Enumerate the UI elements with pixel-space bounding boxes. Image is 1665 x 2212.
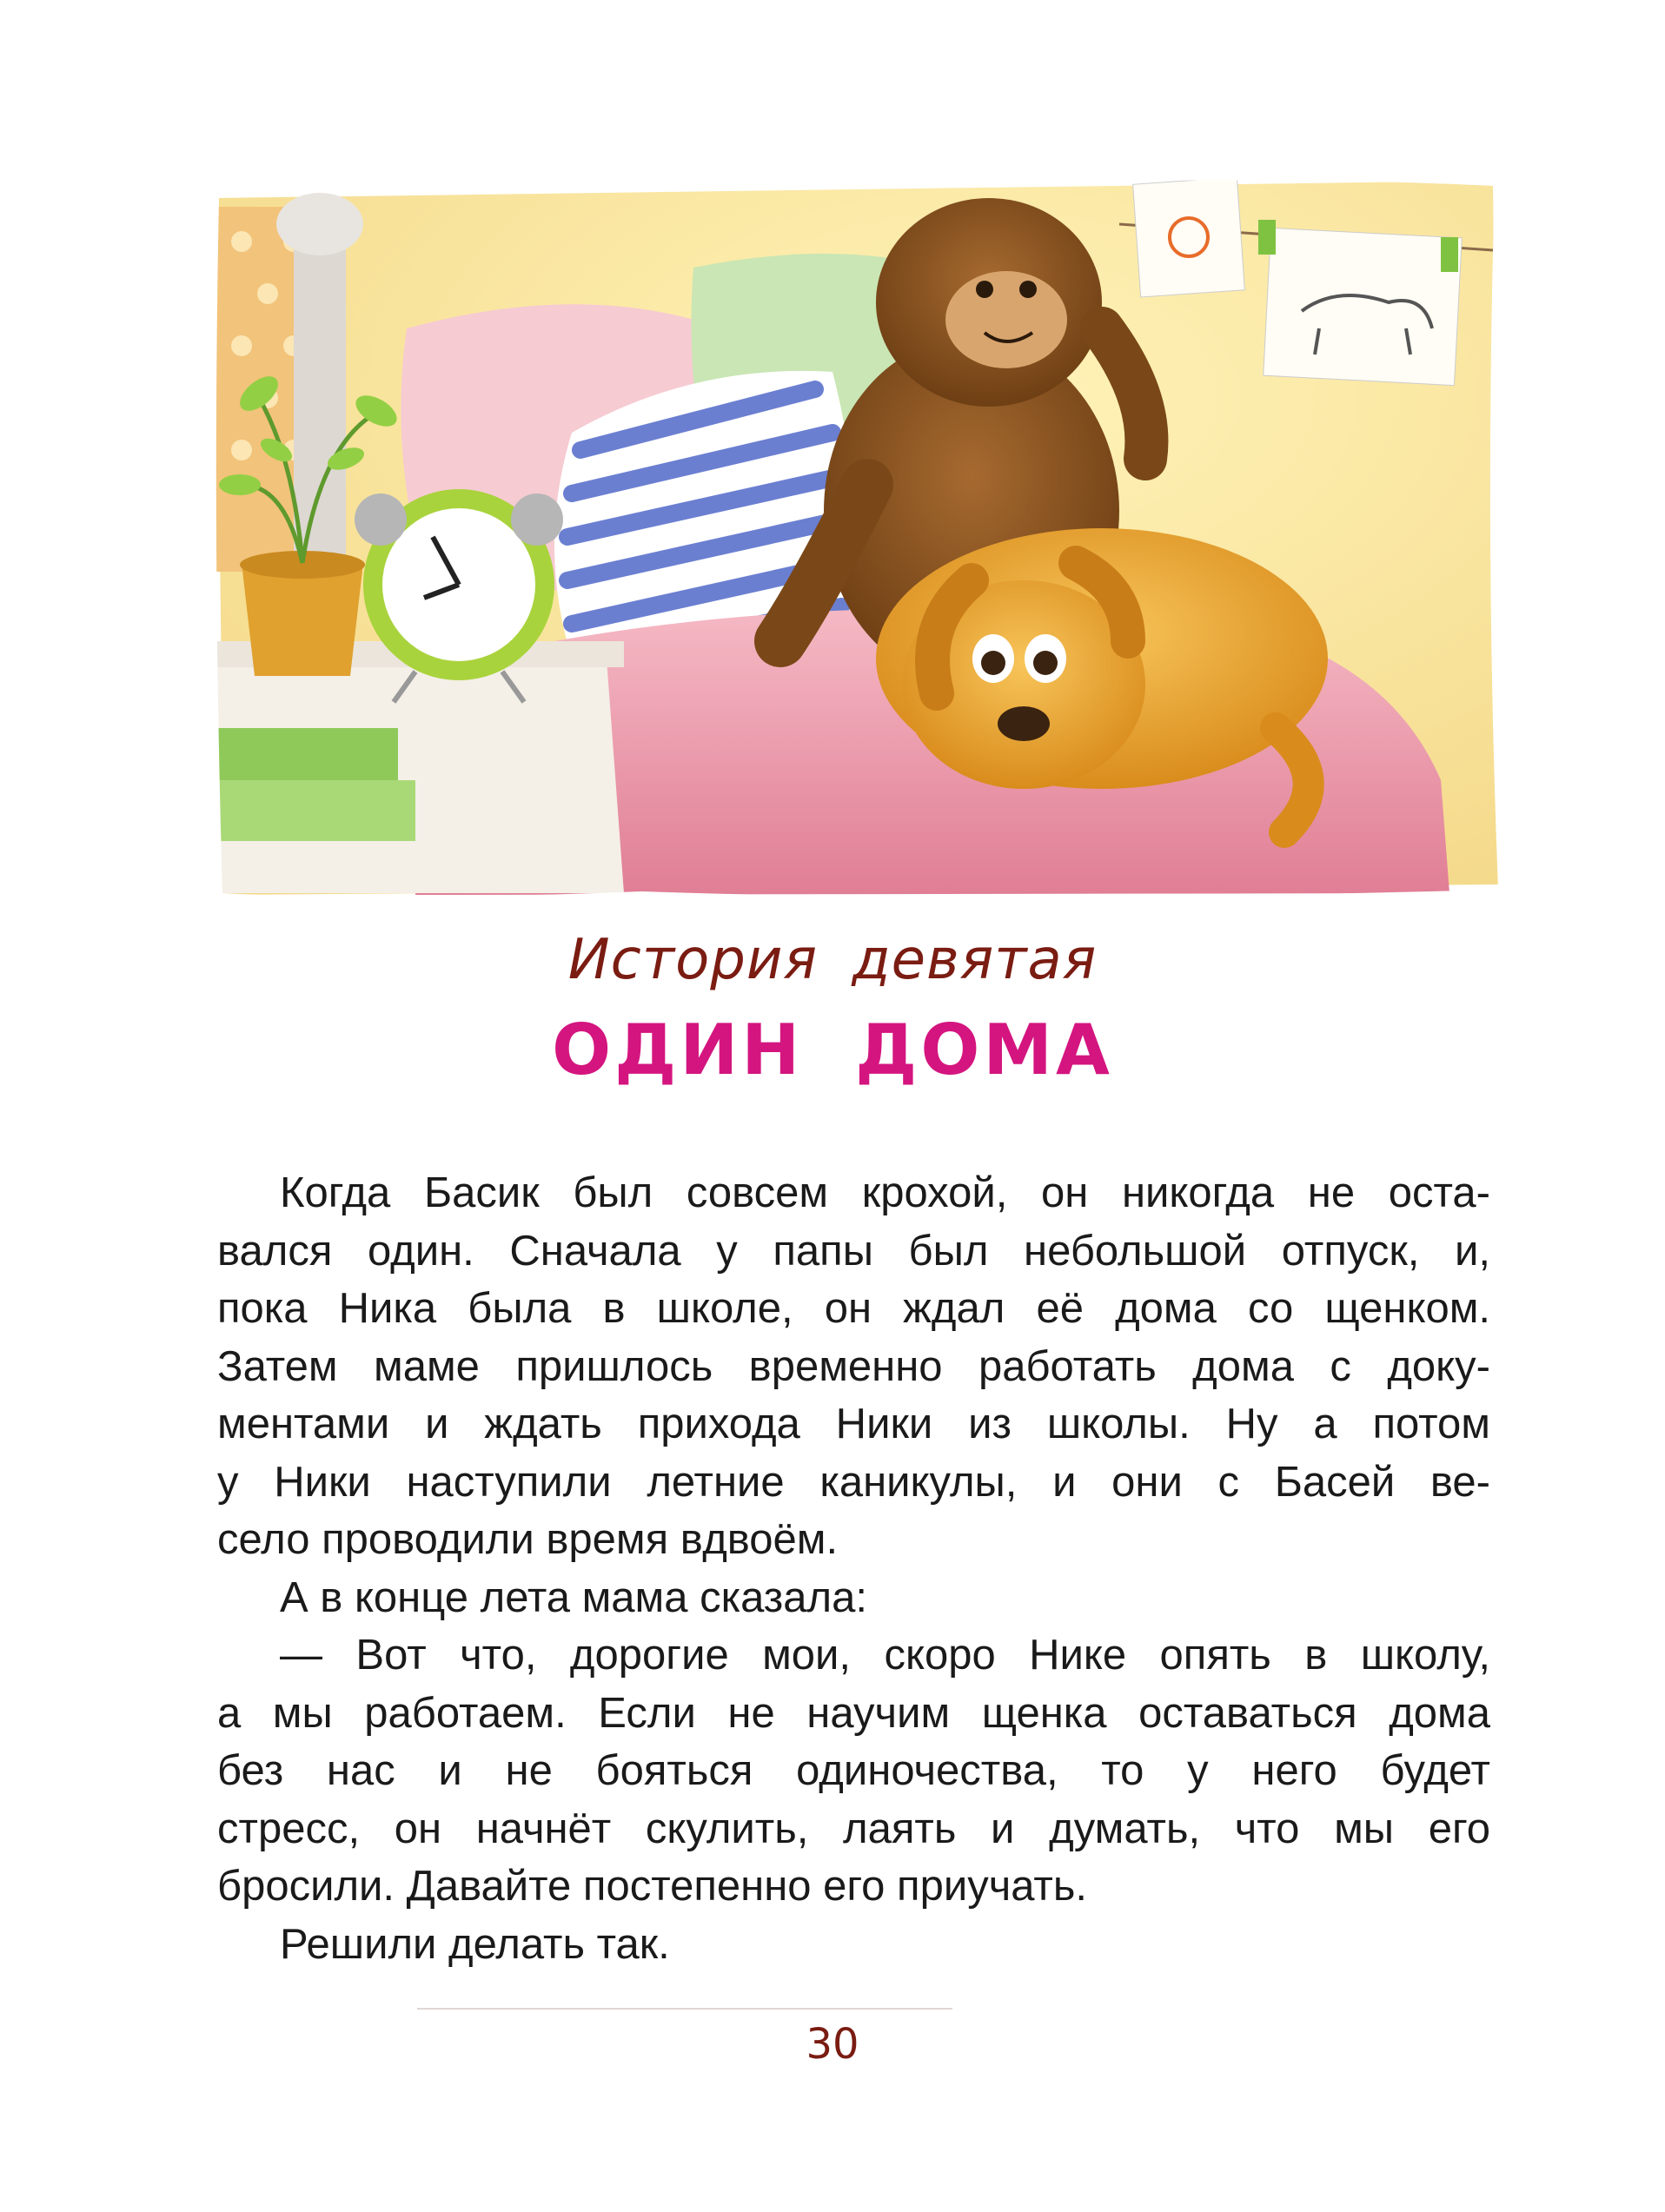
text-line: Решили делать так. bbox=[280, 1920, 670, 1968]
text-line: ментами и ждать прихода Ники из школы. Ну а потом bbox=[217, 1401, 1490, 1447]
text-line: Затем маме пришлось временно работать дома с доку- bbox=[217, 1342, 1490, 1390]
drawing-dog bbox=[1264, 228, 1463, 385]
story-illustration bbox=[207, 172, 1503, 904]
text-line: вался один. Сначала у папы был небольшой отпуск, и, bbox=[217, 1227, 1490, 1275]
text-line: Когда Басик был совсем крохой, он никогда не оста- bbox=[280, 1169, 1490, 1216]
text-line: А в конце лета мама сказала: bbox=[280, 1573, 867, 1621]
drawing-sun bbox=[1133, 177, 1245, 297]
text-line: у Ники наступили летние каникулы, и они с Басей ве- bbox=[217, 1458, 1490, 1506]
text-line: а мы работаем. Если не научим щенка оставаться дома bbox=[217, 1689, 1490, 1737]
text-line: пока Ника была в школе, он ждал её дома со щенком. bbox=[217, 1285, 1490, 1332]
text-line: — Вот что, дорогие мои, скоро Нике опять в школу, bbox=[280, 1632, 1490, 1679]
text-line: стресс, он начнёт скулить, лаять и думать, что мы его bbox=[217, 1805, 1490, 1852]
flower-pot bbox=[242, 563, 363, 676]
illustration-bed-monkey-dog bbox=[207, 172, 1503, 904]
text-line: бросили. Давайте постепенно его приучать. bbox=[217, 1863, 1087, 1910]
story-title: ОДИН ДОМА bbox=[552, 1010, 1113, 1090]
footer-divider bbox=[417, 2008, 952, 2010]
book-stack bbox=[216, 728, 398, 789]
story-body bbox=[217, 1164, 1490, 1973]
text-line: без нас и не бояться одиночества, то у него будет bbox=[217, 1747, 1490, 1794]
text-line: село проводили время вдвоём. bbox=[217, 1516, 839, 1563]
story-subtitle: История девятая bbox=[567, 928, 1098, 992]
page-number: 30 bbox=[806, 2020, 859, 2069]
